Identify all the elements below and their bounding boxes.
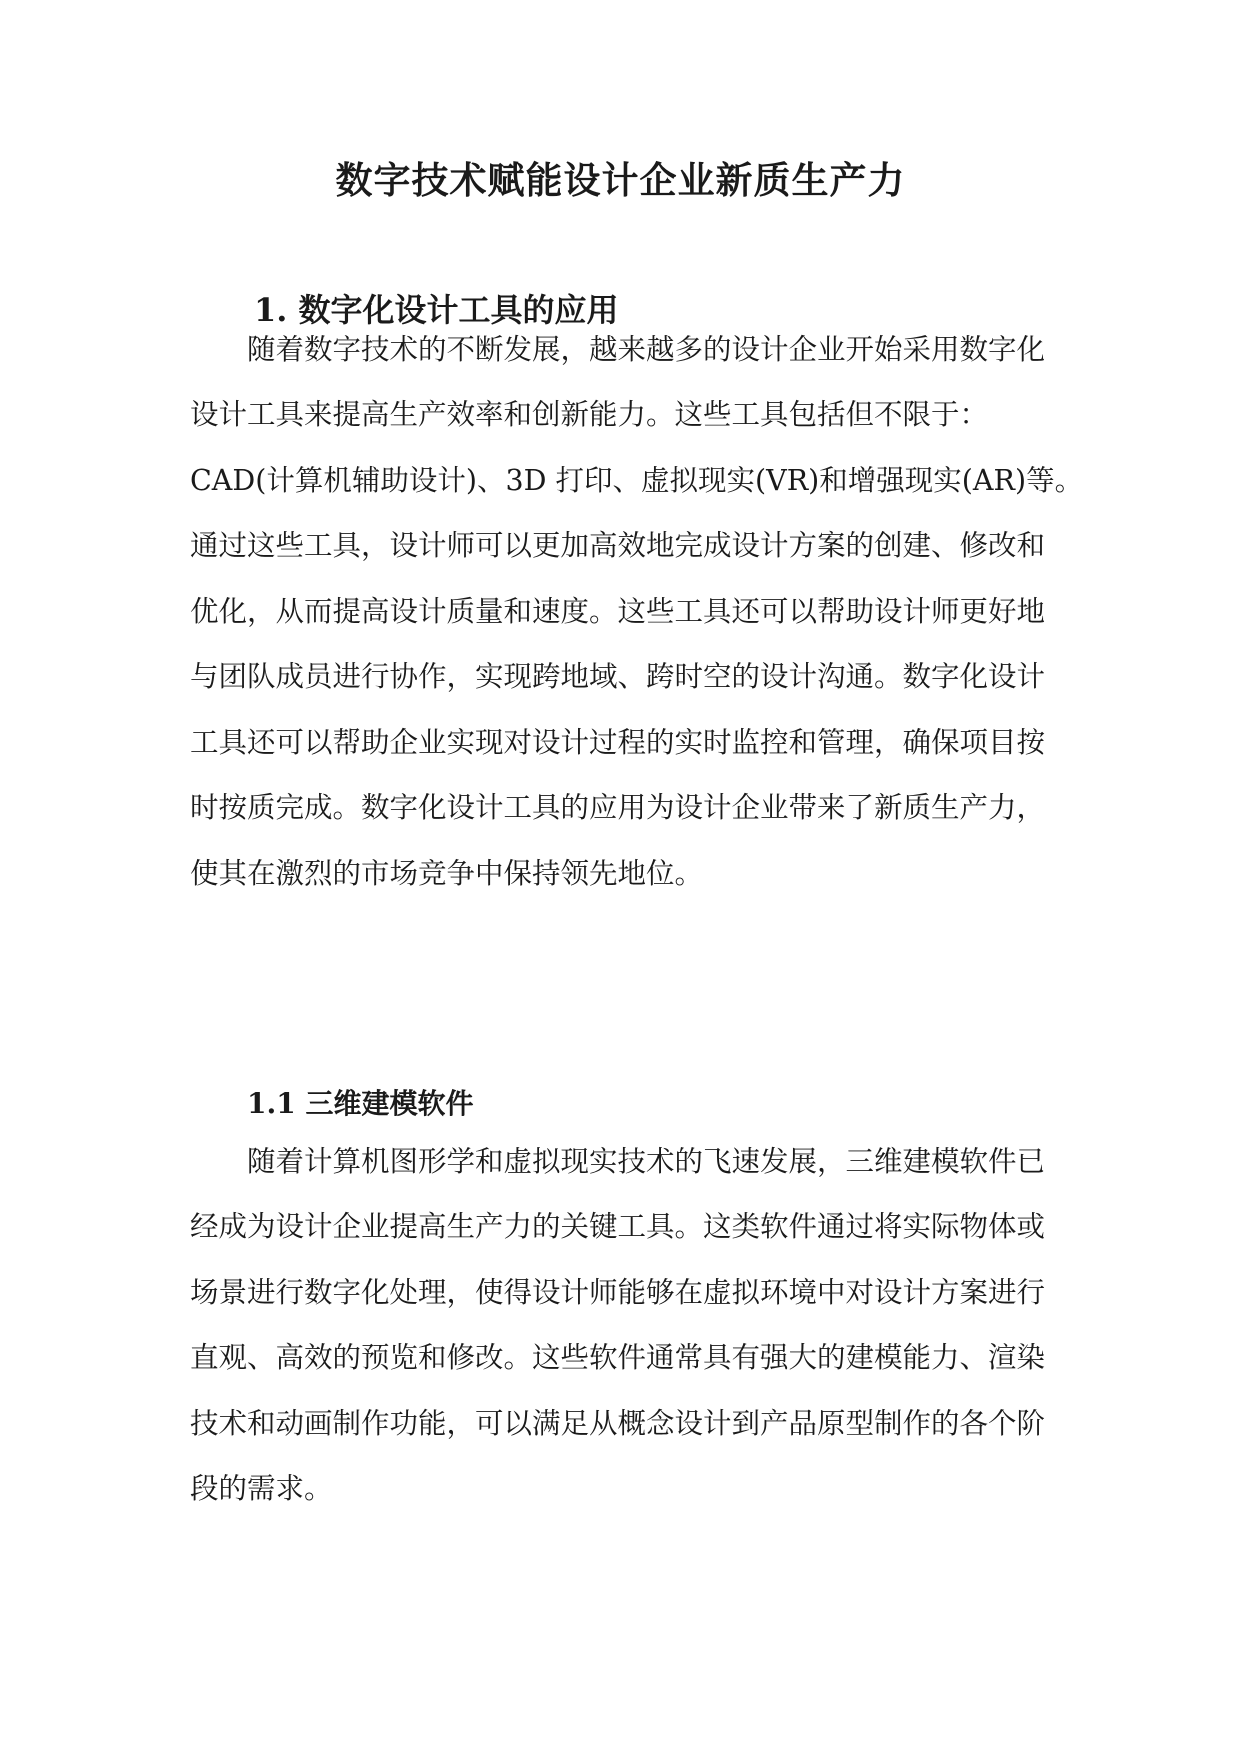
paragraph-line: 技术和动画制作功能，可以满足从概念设计到产品原型制作的各个阶 (190, 1407, 1046, 1440)
section-1-1-heading: 1.1 三维建模软件 (247, 1087, 474, 1120)
document-title: 数字技术赋能设计企业新质生产力 (335, 158, 906, 202)
paragraph-line: CAD(计算机辅助设计)、3D 打印、虚拟现实(VR)和增强现实(AR)等。 (190, 464, 1084, 497)
paragraph-line: 设计工具来提高生产效率和创新能力。这些工具包括但不限于： (190, 398, 989, 431)
paragraph-line: 通过这些工具，设计师可以更加高效地完成设计方案的创建、修改和 (190, 529, 1046, 562)
section-1-heading: 1. 数字化设计工具的应用 (254, 291, 619, 329)
paragraph-line: 使其在激烈的市场竞争中保持领先地位。 (190, 857, 704, 890)
paragraph-line: 场景进行数字化处理，使得设计师能够在虚拟环境中对设计方案进行 (190, 1276, 1046, 1309)
paragraph-line: 优化，从而提高设计质量和速度。这些工具还可以帮助设计师更好地 (190, 595, 1046, 628)
paragraph-line: 工具还可以帮助企业实现对设计过程的实时监控和管理，确保项目按 (190, 726, 1046, 759)
paragraph-line: 直观、高效的预览和修改。这些软件通常具有强大的建模能力、渲染 (190, 1341, 1046, 1374)
paragraph-line: 随着计算机图形学和虚拟现实技术的飞速发展，三维建模软件已 (247, 1145, 1046, 1178)
paragraph-line: 随着数字技术的不断发展，越来越多的设计企业开始采用数字化 (247, 333, 1046, 366)
paragraph-line: 经成为设计企业提高生产力的关键工具。这类软件通过将实际物体或 (190, 1210, 1046, 1243)
paragraph-line: 与团队成员进行协作，实现跨地域、跨时空的设计沟通。数字化设计 (190, 660, 1046, 693)
paragraph-line: 段的需求。 (190, 1472, 333, 1505)
paragraph-line: 时按质完成。数字化设计工具的应用为设计企业带来了新质生产力， (190, 791, 1046, 824)
